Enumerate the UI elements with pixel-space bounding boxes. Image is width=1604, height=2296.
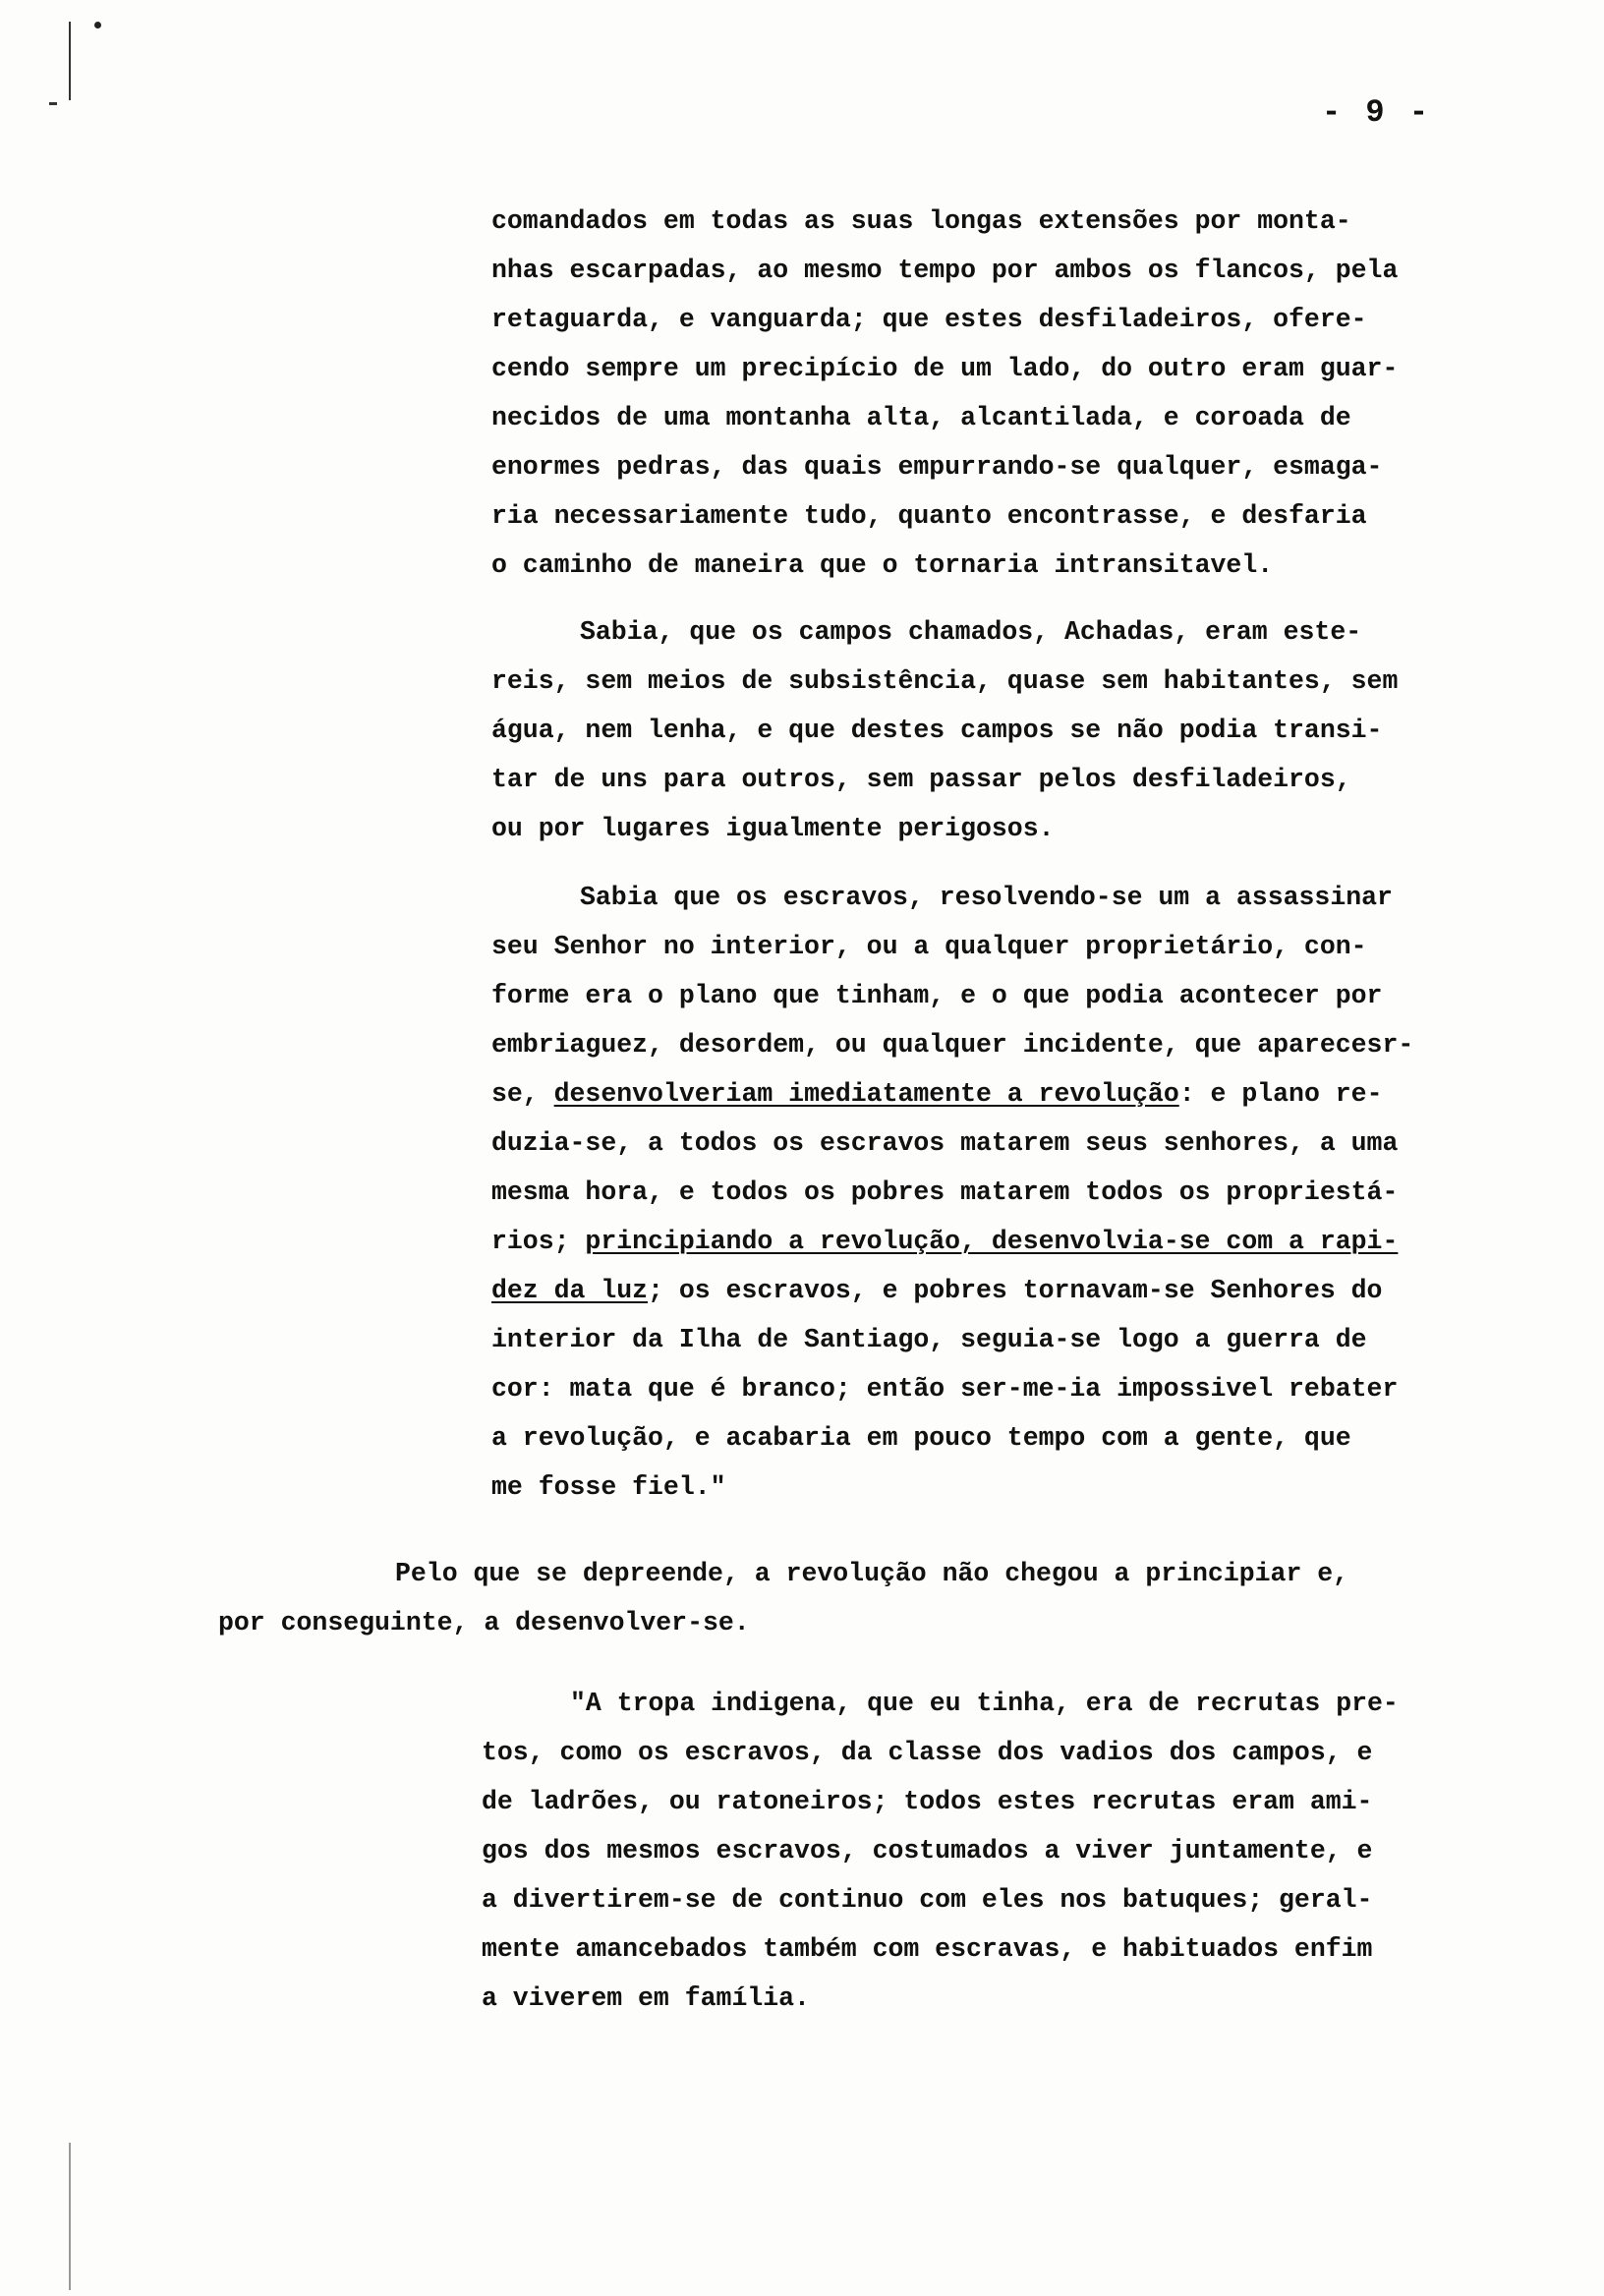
text-line: mesma hora, e todos os pobres matarem todos os propriestá- bbox=[491, 1177, 1399, 1207]
quote-paragraph-3 bbox=[491, 873, 1533, 1512]
text-line: de ladrões, ou ratoneiros; todos estes recrutas eram ami- bbox=[482, 1787, 1373, 1816]
text-line: seu Senhor no interior, ou a qualquer proprietário, con- bbox=[491, 932, 1367, 961]
text-line: interior da Ilha de Santiago, seguia-se logo a guerra de bbox=[491, 1325, 1367, 1354]
text-line: tos, como os escravos, da classe dos vadios dos campos, e bbox=[482, 1738, 1373, 1767]
text-line: mente amancebados também com escravas, e habituados enfim bbox=[482, 1934, 1373, 1964]
text-line: por conseguinte, a desenvolver-se. bbox=[218, 1608, 750, 1637]
text-line: Pelo que se depreende, a revolução não chegou a principiar e, bbox=[395, 1559, 1349, 1588]
text-line: necidos de uma montanha alta, alcantilada, e coroada de bbox=[491, 403, 1351, 432]
text-line bbox=[491, 1266, 1533, 1315]
underlined-text: principiando a revolução, desenvolvia-se com a rapi- bbox=[585, 1227, 1399, 1256]
text-line: a viverem em família. bbox=[482, 1983, 810, 2013]
underlined-text: desenvolveriam imediatamente a revolução bbox=[553, 1079, 1179, 1109]
text-line: o caminho de maneira que o tornaria intransitavel. bbox=[491, 550, 1274, 580]
text-segment: rios; bbox=[491, 1227, 586, 1256]
page-number: - 9 - bbox=[1322, 94, 1432, 131]
quote-paragraph-2 bbox=[491, 607, 1533, 853]
text-line: a revolução, e acabaria em pouco tempo com a gente, que bbox=[491, 1423, 1351, 1453]
text-line: nhas escarpadas, ao mesmo tempo por ambos os flancos, pela bbox=[491, 256, 1399, 285]
text-segment: ; os escravos, e pobres tornavam-se Senhores do bbox=[648, 1276, 1383, 1305]
text-line: gos dos mesmos escravos, costumados a viver juntamente, e bbox=[482, 1836, 1373, 1866]
text-line: tar de uns para outros, sem passar pelos desfiladeiros, bbox=[491, 765, 1351, 794]
margin-line-top bbox=[69, 22, 71, 100]
text-line: forme era o plano que tinham, e o que podia acontecer por bbox=[491, 981, 1383, 1010]
text-segment: se, bbox=[491, 1079, 554, 1109]
text-line: cor: mata que é branco; então ser-me-ia impossivel rebater bbox=[491, 1374, 1399, 1404]
quote-paragraph-4 bbox=[482, 1679, 1533, 2023]
text-line: embriaguez, desordem, ou qualquer incidente, que aparecesr- bbox=[491, 1030, 1414, 1060]
text-line bbox=[491, 1069, 1533, 1119]
text-line: Sabia que os escravos, resolvendo-se um a assassinar bbox=[580, 883, 1393, 912]
text-line: comandados em todas as suas longas extensões por monta- bbox=[491, 206, 1351, 236]
underlined-text: dez da luz bbox=[491, 1276, 649, 1305]
margin-tick bbox=[49, 102, 57, 105]
text-line: a divertirem-se de continuo com eles nos batuques; geral- bbox=[482, 1885, 1373, 1915]
text-line: Sabia, que os campos chamados, Achadas, eram este- bbox=[580, 617, 1362, 647]
text-line: "A tropa indigena, que eu tinha, era de recrutas pre- bbox=[570, 1689, 1399, 1718]
text-line: reis, sem meios de subsistência, quase sem habitantes, sem bbox=[491, 666, 1399, 696]
text-segment: : e plano re- bbox=[1178, 1079, 1383, 1109]
margin-dot bbox=[94, 22, 101, 29]
text-line: cendo sempre um precipício de um lado, do outro eram guar- bbox=[491, 354, 1399, 383]
text-line bbox=[491, 1217, 1533, 1266]
margin-line-bottom bbox=[69, 2143, 71, 2290]
text-line: me fosse fiel." bbox=[491, 1472, 726, 1502]
text-line: enormes pedras, das quais empurrando-se qualquer, esmaga- bbox=[491, 452, 1383, 482]
text-line: retaguarda, e vanguarda; que estes desfiladeiros, ofere- bbox=[491, 305, 1367, 334]
text-line: ou por lugares igualmente perigosos. bbox=[491, 814, 1055, 843]
body-paragraph bbox=[218, 1549, 1535, 1647]
text-line: ria necessariamente tudo, quanto encontrasse, e desfaria bbox=[491, 501, 1367, 531]
text-line: duzia-se, a todos os escravos matarem seus senhores, a uma bbox=[491, 1128, 1399, 1158]
quote-paragraph-1 bbox=[491, 197, 1533, 590]
text-line: água, nem lenha, e que destes campos se não podia transi- bbox=[491, 716, 1383, 745]
